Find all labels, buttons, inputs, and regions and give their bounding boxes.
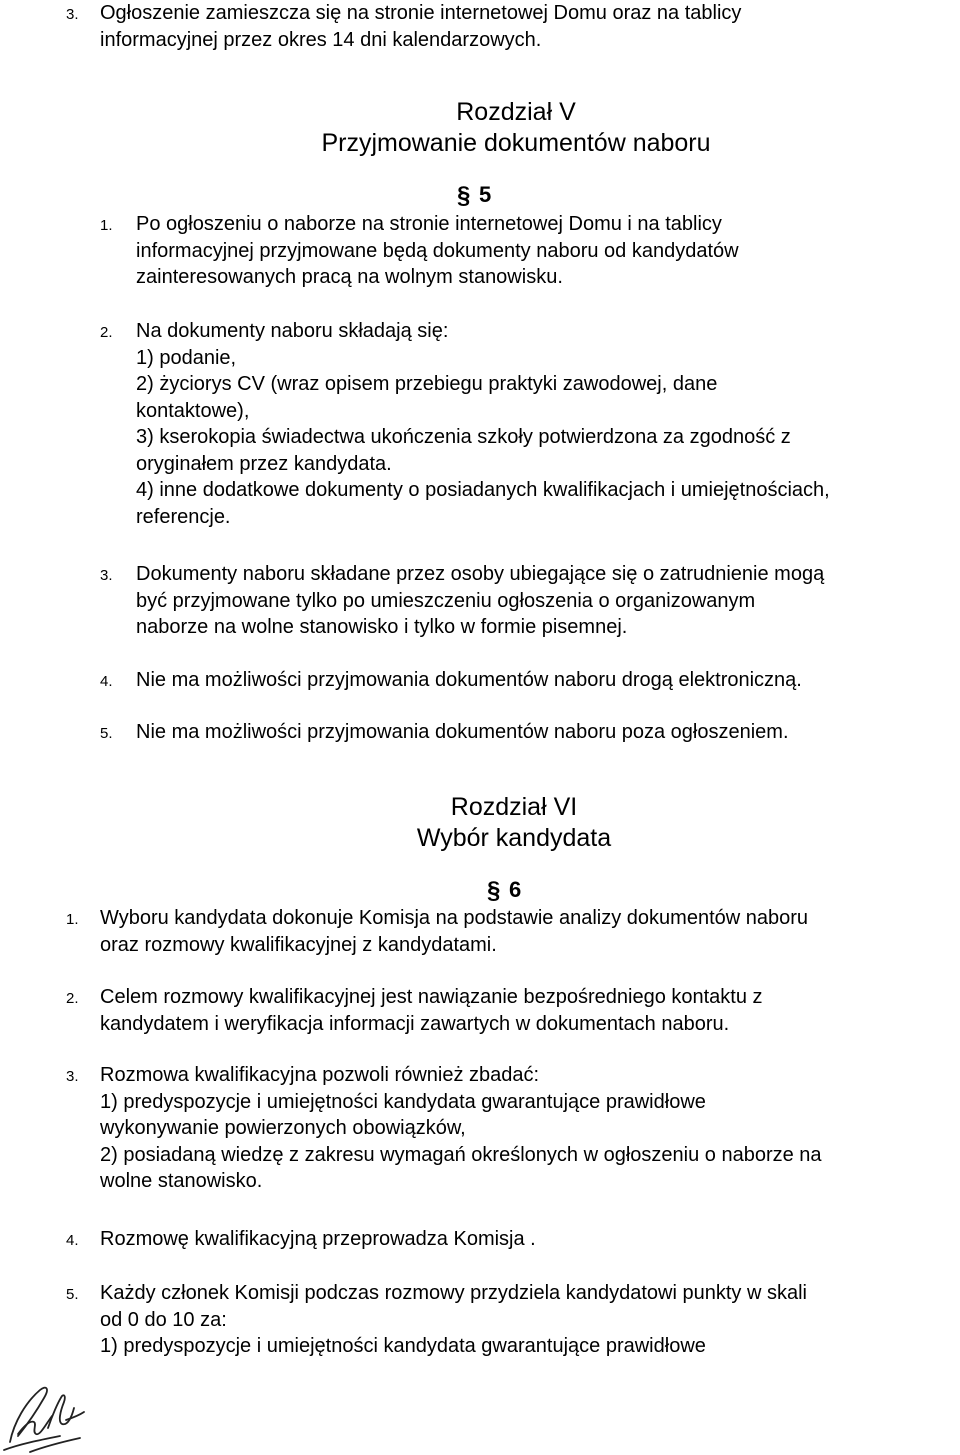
item-text-line: referencje.	[136, 505, 231, 528]
list-item	[0, 211, 739, 291]
item-number: 2.	[66, 990, 79, 1007]
item-text-line: 3) kserokopia świadectwa ukończenia szkoły potwierdzona za zgodność z	[136, 426, 791, 448]
item-text-line: kandydatem i weryfikacja informacji zawartych w dokumentach naboru.	[100, 1012, 730, 1035]
chapter-title: Rozdział V	[456, 98, 576, 126]
item-text-line: być przyjmowane tylko po umieszczeniu ogłoszenia o organizowanym	[136, 589, 756, 612]
item-text-line: oraz rozmowy kwalifikacyjnej z kandydatami.	[100, 933, 497, 956]
svg-text:§: §	[487, 877, 501, 904]
list-item	[0, 1226, 536, 1253]
item-text-line: Wyboru kandydata dokonuje Komisja na podstawie analizy dokumentów naboru	[100, 907, 809, 929]
item-number: 2.	[100, 324, 113, 341]
svg-text:§: §	[457, 182, 471, 209]
section-sign-icon	[487, 876, 501, 904]
item-text-line: Każdy członek Komisji podczas rozmowy przydziela kandydatowi punkty w skali	[100, 1282, 807, 1304]
item-text-line: 1) predyspozycje i umiejętności kandydata gwarantujące prawidłowe	[100, 1335, 706, 1357]
item-text-line: 4) inne dodatkowe dokumenty o posiadanych kwalifikacjach i umiejętnościach,	[136, 479, 830, 501]
list-item	[0, 905, 808, 958]
item-text-line: Po ogłoszeniu o naborze na stronie internetowej Domu i na tablicy	[136, 213, 722, 235]
item-text-line: informacyjnej przyjmowane będą dokumenty naboru od kandydatów	[136, 239, 739, 262]
item-text-line: Na dokumenty naboru składają się:	[136, 320, 449, 342]
chapter-subtitle: Przyjmowanie dokumentów naboru	[321, 129, 711, 157]
item-number: 5.	[66, 1286, 79, 1303]
list-item	[0, 984, 763, 1037]
item-text-line: Ogłoszenie zamieszcza się na stronie internetowej Domu oraz na tablicy	[100, 2, 742, 24]
paragraph-number: 6	[509, 877, 522, 902]
paragraph-heading	[457, 181, 491, 215]
list-item	[0, 1280, 807, 1360]
list-item	[0, 1062, 822, 1195]
item-text-line: informacyjnej przez okres 14 dni kalendarzowych.	[100, 28, 542, 51]
paragraph-number: 5	[479, 182, 492, 207]
item-text-line: oryginałem przez kandydata.	[136, 452, 392, 475]
item-text-line: Dokumenty naboru składane przez osoby ubiegające się o zatrudnienie mogą	[136, 563, 825, 585]
item-number: 3.	[66, 6, 79, 23]
signature-mark	[0, 1376, 90, 1455]
chapter-subtitle: Wybór kandydata	[416, 824, 612, 852]
item-number: 1.	[100, 217, 113, 234]
list-item	[0, 0, 741, 53]
item-number: 3.	[66, 1068, 79, 1085]
item-number: 4.	[100, 673, 113, 690]
item-text-line: kontaktowe),	[136, 399, 250, 422]
item-number: 5.	[100, 725, 113, 742]
item-number: 1.	[66, 911, 79, 928]
item-text-line: Rozmowę kwalifikacyjną przeprowadza Komisja .	[100, 1228, 536, 1250]
item-text-line: Nie ma możliwości przyjmowania dokumentów naboru poza ogłoszeniem.	[136, 721, 789, 743]
item-text-line: 1) podanie,	[136, 346, 237, 369]
item-text-line: 2) życiorys CV (wraz opisem przebiegu praktyki zawodowej, dane	[136, 373, 718, 395]
item-text-line: od 0 do 10 za:	[100, 1308, 227, 1331]
item-text-line: wolne stanowisko.	[100, 1170, 263, 1192]
item-number: 4.	[66, 1232, 79, 1249]
list-item	[0, 318, 830, 530]
item-text-line: 2) posiadaną wiedzę z zakresu wymagań określonych w ogłoszeniu o naborze na	[100, 1143, 822, 1166]
item-text-line: Nie ma możliwości przyjmowania dokumentów naboru drogą elektroniczną.	[136, 669, 802, 691]
item-number: 3.	[100, 567, 113, 584]
list-item	[0, 719, 789, 746]
item-text-line: 1) predyspozycje i umiejętności kandydata gwarantujące prawidłowe	[100, 1090, 706, 1113]
item-text-line: Rozmowa kwalifikacyjna pozwoli również zbadać:	[100, 1064, 540, 1086]
item-text-line: naborze na wolne stanowisko i tylko w formie pisemnej.	[136, 616, 628, 638]
item-text-line: Celem rozmowy kwalifikacyjnej jest nawiązanie bezpośredniego kontaktu z	[100, 986, 763, 1008]
item-text-line: wykonywanie powierzonych obowiązków,	[100, 1117, 466, 1139]
chapter-title: Rozdział VI	[450, 793, 578, 821]
item-text-line: zainteresowanych pracą na wolnym stanowisku.	[136, 266, 563, 288]
list-item	[0, 667, 802, 694]
list-item	[0, 561, 824, 641]
section-sign-icon	[457, 181, 471, 209]
